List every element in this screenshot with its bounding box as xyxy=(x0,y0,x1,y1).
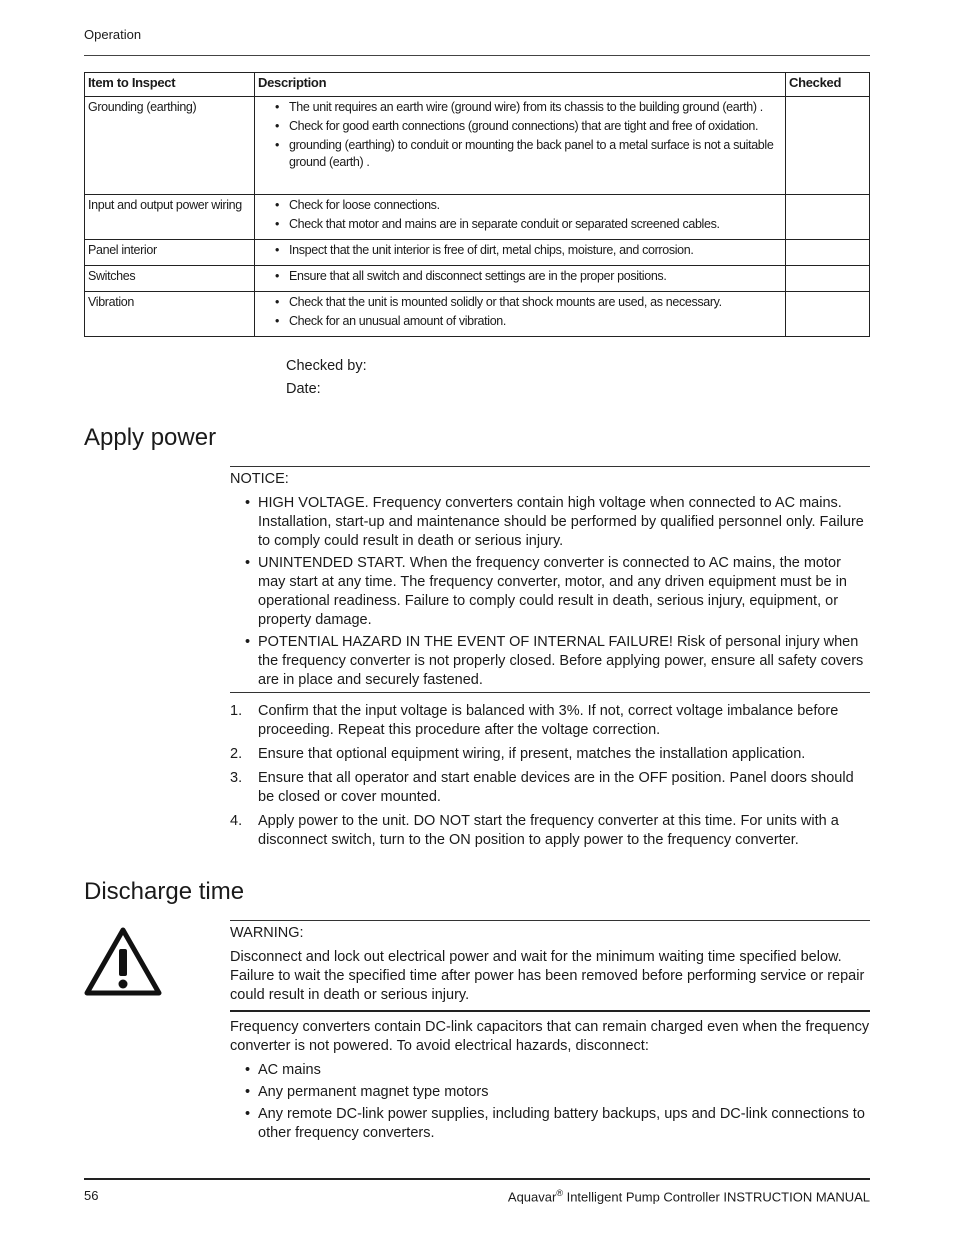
item-cell: Vibration xyxy=(85,292,255,337)
step-text: Ensure that all operator and start enable devices are in the OFF position. Panel doors should be closed or cover mounted. xyxy=(258,770,854,805)
warning-top-rule xyxy=(230,920,870,921)
checked-cell[interactable] xyxy=(786,292,870,337)
step-text: Apply power to the unit. DO NOT start the frequency converter at this time. For units with a disconnect switch, turn to the ON position to apply power to the frequency converter. xyxy=(258,813,839,848)
description-bullet: • Inspect that the unit interior is free of dirt, metal chips, moisture, and corrosion. xyxy=(275,242,782,259)
column-header-checked: Checked xyxy=(786,73,870,97)
description-bullet: • Check for an unusual amount of vibration. xyxy=(275,313,782,330)
signoff-block xyxy=(286,355,367,401)
apply-power-heading: Apply power xyxy=(84,424,217,451)
manual-title-rest: Intelligent Pump Controller INSTRUCTION MANUAL xyxy=(562,1189,870,1205)
description-bullet: • The unit requires an earth wire (ground wire) from its chassis to the building ground (earth) . xyxy=(275,99,782,116)
warning-text: Disconnect and lock out electrical power and wait for the minimum waiting time specified below. Failure to wait the specified time after power has been removed before performing service or repair could result in death or serious injury. xyxy=(230,949,865,1003)
step-item xyxy=(230,769,870,807)
item-cell: Input and output power wiring xyxy=(85,195,255,240)
date-label: Date: xyxy=(286,381,321,397)
step-text: Confirm that the input voltage is balanced with 3%. If not, correct voltage imbalance before proceeding. Repeat this procedure after the voltage correction. xyxy=(258,703,839,738)
column-header-description: Description xyxy=(255,73,786,97)
manual-title xyxy=(508,1188,870,1204)
discharge-intro: Frequency converters contain DC-link capacitors that can remain charged even when the frequency converter is not powered. To avoid electrical hazards, disconnect: xyxy=(230,1019,870,1054)
header-rule xyxy=(84,55,870,56)
checked-cell[interactable] xyxy=(786,97,870,195)
description-cell xyxy=(255,292,786,337)
step-number: 3. xyxy=(230,770,243,786)
description-cell xyxy=(255,97,786,195)
step-item xyxy=(230,702,870,740)
step-number: 4. xyxy=(230,813,243,829)
disconnect-item: • AC mains xyxy=(230,1061,870,1080)
disconnect-list xyxy=(230,1061,870,1146)
notice-label: NOTICE: xyxy=(230,471,289,487)
apply-power-steps xyxy=(230,702,870,855)
description-cell xyxy=(255,195,786,240)
discharge-time-heading: Discharge time xyxy=(84,878,245,905)
checked-cell[interactable] xyxy=(786,195,870,240)
item-cell: Panel interior xyxy=(85,240,255,266)
notice-item: • UNINTENDED START. When the frequency converter is connected to AC mains, the motor may start at any time. The frequency converter, motor, and any driven equipment must be in operational readiness. Failure to comply could result in death, serious injury, equipment, or property damage. xyxy=(230,554,870,630)
item-cell: Switches xyxy=(85,266,255,292)
step-item xyxy=(230,745,870,764)
description-bullet: • Check for good earth connections (ground connections) that are tight and free of oxidation. xyxy=(275,118,782,135)
description-bullet: • Check for loose connections. xyxy=(275,197,782,214)
brand-name: Aquavar xyxy=(507,1189,557,1205)
description-bullet: • grounding (earthing) to conduit or mounting the back panel to a metal surface is not a suitable ground (earth) . xyxy=(275,137,782,171)
description-cell xyxy=(255,240,786,266)
table-header-row xyxy=(85,73,870,97)
table-row xyxy=(85,292,870,337)
disconnect-item: • Any remote DC-link power supplies, including battery backups, ups and DC-link connections to other frequency converters. xyxy=(230,1105,870,1143)
step-text: Ensure that optional equipment wiring, if present, matches the installation application. xyxy=(258,746,806,762)
table-row xyxy=(85,266,870,292)
registered-mark: ® xyxy=(556,1188,563,1198)
warning-label: WARNING: xyxy=(230,925,304,941)
step-number: 2. xyxy=(230,746,243,762)
page-number: 56 xyxy=(84,1188,99,1203)
item-cell: Grounding (earthing) xyxy=(85,97,255,195)
table-row xyxy=(85,195,870,240)
inspection-table xyxy=(84,72,870,337)
disconnect-item: • Any permanent magnet type motors xyxy=(230,1083,870,1102)
warning-triangle-icon xyxy=(84,927,162,1002)
description-bullet: • Ensure that all switch and disconnect settings are in the proper positions. xyxy=(275,268,782,285)
footer-rule xyxy=(84,1178,870,1180)
description-cell xyxy=(255,266,786,292)
warning-bottom-rule xyxy=(230,1010,870,1012)
notice-top-rule xyxy=(230,466,870,467)
description-bullet: • Check that motor and mains are in separate conduit or separated screened cables. xyxy=(275,216,782,233)
notice-item: • POTENTIAL HAZARD IN THE EVENT OF INTERNAL FAILURE! Risk of personal injury when the frequency converter is not properly closed. Before applying power, ensure all safety covers are in place and securely fastened. xyxy=(230,633,870,690)
table-row xyxy=(85,97,870,195)
column-header-item: Item to Inspect xyxy=(85,73,255,97)
notice-item: • HIGH VOLTAGE. Frequency converters contain high voltage when connected to AC mains. Installation, start-up and maintenance should be performed by qualified personnel only. Failure to comply could result in death or serious injury. xyxy=(230,494,870,551)
notice-bottom-rule xyxy=(230,692,870,693)
checked-cell[interactable] xyxy=(786,240,870,266)
description-bullet: • Check that the unit is mounted solidly or that shock mounts are used, as necessary. xyxy=(275,294,782,311)
step-number: 1. xyxy=(230,703,243,719)
step-item xyxy=(230,812,870,850)
checked-cell[interactable] xyxy=(786,266,870,292)
notice-list xyxy=(230,494,870,693)
checked-by-label: Checked by: xyxy=(286,358,367,374)
running-header: Operation xyxy=(84,27,142,42)
table-row xyxy=(85,240,870,266)
